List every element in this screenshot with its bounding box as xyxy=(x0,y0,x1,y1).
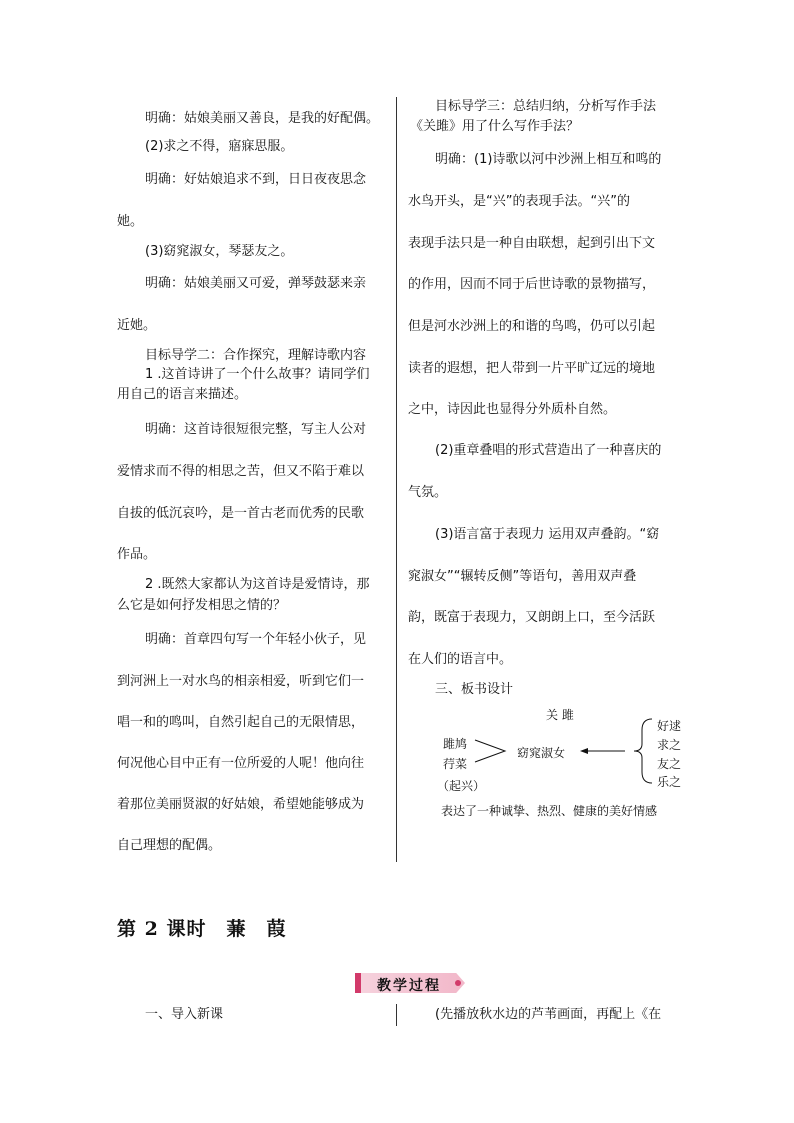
left-p6: 目标导学二：合作探究，理解诗歌内容 xyxy=(145,348,367,363)
right-r2: 《关雎》用了什么写作手法？ xyxy=(410,119,580,134)
left-p9b: 么它是如何抒发相思之情的？ xyxy=(117,598,287,613)
board-center: 窈窕淑女 xyxy=(517,746,566,760)
arrow-head xyxy=(580,748,588,754)
banner-dot-icon xyxy=(455,980,461,986)
left-p10a: 明确：首章四句写一个年轻小伙子，见 xyxy=(145,632,367,647)
left-p3b: 她。 xyxy=(117,214,144,229)
right-r3a: 明确：(1)诗歌以河中沙洲上相互和鸣的 xyxy=(435,152,662,167)
left-p10c: 唱一和的鸣叫，自然引起自己的无限情思， xyxy=(117,715,365,730)
right-r6: 三、板书设计 xyxy=(435,682,514,697)
right-r3g: 之中，诗因此也显得分外质朴自然。 xyxy=(408,402,617,417)
left-p8c: 自拔的低沉哀吟，是一首古老而优秀的民歌 xyxy=(117,506,365,521)
left-p7b: 用自己的语言来描述。 xyxy=(117,387,248,402)
right-start-text: (先播放秋水边的芦苇画面，再配上《在 xyxy=(435,1007,662,1022)
left-p7a: 1 .这首诗讲了一个什么故事？请同学们 xyxy=(145,367,370,382)
board-right-item-4: 乐之 xyxy=(657,775,682,789)
left-p2: (2)求之不得，寤寐思服。 xyxy=(145,139,294,154)
left-p1: 明确：姑娘美丽又善良，是我的好配偶。 xyxy=(145,111,380,126)
board-left-note: （起兴） xyxy=(437,779,486,793)
left-p10e: 着那位美丽贤淑的好姑娘，希望她能够成为 xyxy=(117,797,365,812)
right-r5d: 在人们的语言中。 xyxy=(408,652,513,667)
right-r3f: 读者的遐想，把人带到一片平旷辽远的境地 xyxy=(408,361,656,376)
right-r1: 目标导学三：总结归纳，分析写作手法 xyxy=(435,99,657,114)
wedge-lines xyxy=(475,740,505,762)
board-right-item-1: 好逑 xyxy=(657,719,682,733)
right-r3c: 表现手法只是一种自由联想，起到引出下文 xyxy=(408,236,656,251)
board-right-item-3: 友之 xyxy=(657,757,682,771)
board-left-bottom: 荇菜 xyxy=(443,757,468,771)
right-r3d: 的作用，因而不同于后世诗歌的景物描写， xyxy=(408,277,656,292)
banner-label: 教学过程 xyxy=(377,978,441,994)
left-p4: (3)窈窕淑女，琴瑟友之。 xyxy=(145,244,294,259)
left-p10d: 何况他心目中正有一位所爱的人呢！他向往 xyxy=(117,756,365,771)
left-p3a: 明确：好姑娘追求不到，日日夜夜思念 xyxy=(145,172,367,187)
left-p8b: 爱情求而不得的相思之苦，但又不陷于难以 xyxy=(117,464,365,479)
right-r5b: 窕淑女”“辗转反侧”等语句，善用双声叠 xyxy=(408,569,637,584)
right-r5c: 韵，既富于表现力，又朗朗上口，至今活跃 xyxy=(408,610,656,625)
left-p8d: 作品。 xyxy=(117,547,157,562)
left-p5b: 近她。 xyxy=(117,318,157,333)
lesson-title: 第 2 课时 蒹 葭 xyxy=(117,918,287,940)
left-p10b: 到河洲上一对水鸟的相亲相爱，听到它们一 xyxy=(117,674,365,689)
board-title: 关 雎 xyxy=(546,708,574,722)
banner-accent-bar xyxy=(355,973,361,993)
left-p5a: 明确：姑娘美丽又可爱，弹琴鼓瑟来亲 xyxy=(145,276,367,291)
left-p9a: 2 .既然大家都认为这首诗是爱情诗，那 xyxy=(145,577,370,592)
right-r5a: (3)语言富于表现力 运用双声叠韵。“窈 xyxy=(435,527,660,542)
left-p10f: 自己理想的配偶。 xyxy=(117,838,222,853)
board-right-item-2: 求之 xyxy=(657,738,682,752)
brace xyxy=(634,719,652,783)
right-r4b: 气氛。 xyxy=(408,485,448,500)
right-r3e: 但是河水沙洲上的和谐的鸟鸣，仍可以引起 xyxy=(408,319,656,334)
board-left-top: 雎鸠 xyxy=(443,737,468,751)
right-r4a: (2)重章叠唱的形式营造出了一种喜庆的 xyxy=(435,443,662,458)
left-start-heading: 一、导入新课 xyxy=(145,1007,224,1022)
teaching-process-banner xyxy=(355,973,465,993)
right-r3b: 水鸟开头，是“兴”的表现手法。“兴”的 xyxy=(408,194,630,209)
board-summary: 表达了一种诚挚、热烈、健康的美好情感 xyxy=(441,804,658,818)
left-p8a: 明确：这首诗很短很完整，写主人公对 xyxy=(145,422,367,437)
